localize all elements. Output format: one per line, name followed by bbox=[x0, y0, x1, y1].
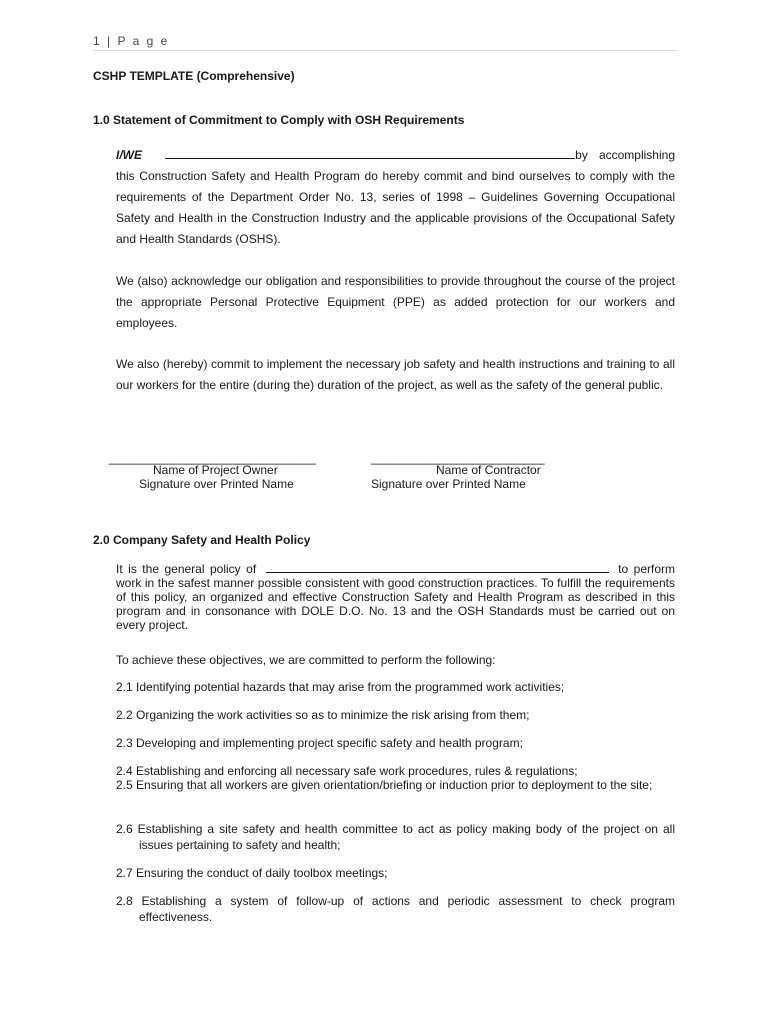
policy-paragraph-text: to perform work in the safest manner possible consistent with good construction practices. To fulfill the requirements of this policy, an organized and effective Construction Safety and Health Program as described in this program and in consonance with DOLE D.O. No. 13 and the OSH Standards must be carried out on every project. bbox=[116, 562, 676, 632]
policy-paragraph-start: It is the general policy of bbox=[116, 562, 257, 576]
section-1-paragraph-3: We also (hereby) commit to implement the necessary job safety and health instructions and training to all our workers for the entire (during the) duration of the project, as well as the safety of the general public. bbox=[116, 357, 675, 392]
section-1-paragraph-2: We (also) acknowledge our obligation and responsibilities to provide throughout the course of the project the appropriate Personal Protective Equipment (PPE) as added protection for our workers and employees. bbox=[116, 274, 675, 330]
section-1-paragraph-1 bbox=[116, 145, 675, 250]
list-item-2-3: 2.3 Developing and implementing project specific safety and health program; bbox=[116, 736, 523, 750]
document-title: CSHP TEMPLATE (Comprehensive) bbox=[93, 69, 295, 83]
contractor-name-label: Name of Contractor bbox=[436, 463, 541, 477]
list-item-2-6: 2.6 Establishing a site safety and health committee to act as policy making body of the project on all issues pertaining to safety and health; bbox=[116, 822, 675, 852]
policy-paragraph bbox=[116, 561, 675, 632]
list-item-2-4: 2.4 Establishing and enforcing all necessary safe work procedures, rules & regulations; bbox=[116, 764, 578, 778]
owner-signature-line: _______________________________ bbox=[109, 451, 316, 465]
iwe-label: I/WE bbox=[116, 148, 142, 162]
list-item-2-8: 2.8 Establishing a system of follow-up of actions and periodic assessment to check program effectiveness. bbox=[116, 894, 675, 924]
list-item-2-1: 2.1 Identifying potential hazards that may arise from the programmed work activities; bbox=[116, 680, 565, 694]
owner-signature-label: Signature over Printed Name bbox=[139, 477, 294, 491]
objectives-intro: To achieve these objectives, we are committed to perform the following: bbox=[116, 653, 496, 667]
company-name-blank bbox=[266, 561, 609, 573]
contractor-signature-line: __________________________ bbox=[371, 451, 545, 465]
list-item-2-2: 2.2 Organizing the work activities so as to minimize the risk arising from them; bbox=[116, 708, 530, 722]
list-item-2-7: 2.7 Ensuring the conduct of daily toolbox meetings; bbox=[116, 866, 388, 880]
section-1-paragraph-1-text: by accomplishing this Construction Safety and Health Program do hereby commit and bind ourselves to comply with the requirements of the Department Order No. 13, series of 1998 – Guidelines Governing Occupational Safety and Health in the Construction Industry and the applicable provisions of the Occupational Safety and Health Standards (OSHS). bbox=[116, 148, 675, 246]
owner-name-label: Name of Project Owner bbox=[153, 463, 278, 477]
section-2-heading: 2.0 Company Safety and Health Policy bbox=[93, 533, 311, 547]
list-item-2-5: 2.5 Ensuring that all workers are given orientation/briefing or induction prior to deployment to the site; bbox=[116, 778, 653, 792]
name-blank-line bbox=[165, 147, 575, 159]
contractor-signature-label: Signature over Printed Name bbox=[371, 477, 526, 491]
section-1-heading: 1.0 Statement of Commitment to Comply with OSH Requirements bbox=[93, 113, 465, 127]
header-divider bbox=[93, 50, 677, 51]
page-number: 1 | P a g e bbox=[93, 34, 170, 48]
